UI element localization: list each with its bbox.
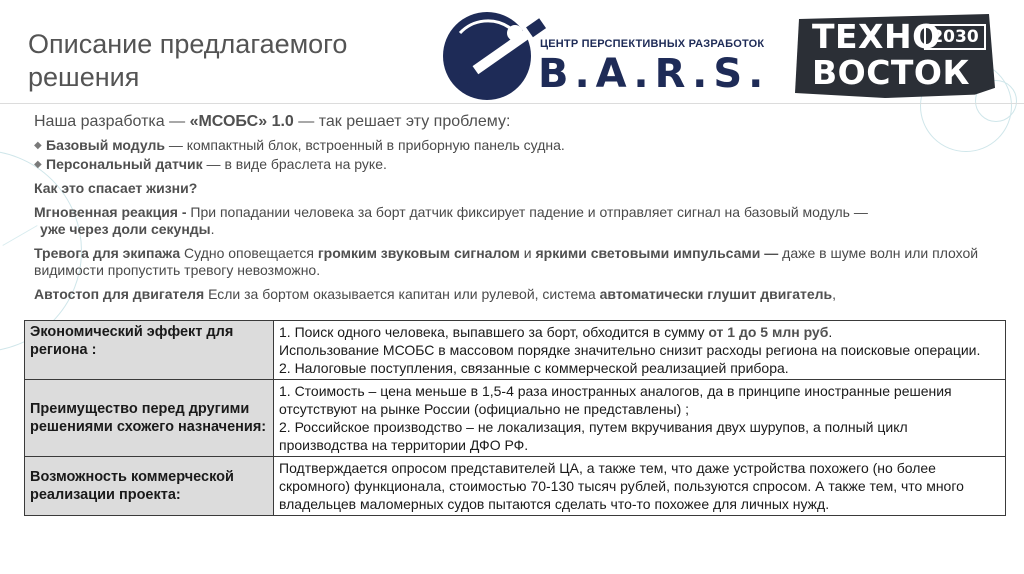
list-item — [34, 156, 1000, 173]
alarm-t2: и — [519, 245, 536, 261]
bullet-bold: Персональный датчик — [46, 156, 203, 172]
tehno-logo-year: 2030 — [924, 24, 986, 50]
intro-pre: Наша разработка — — [34, 113, 190, 130]
alarm-bold1: Тревога для экипажа — [34, 245, 181, 261]
row-label: Преимущество перед другими решениями схожего назначения: — [25, 380, 274, 457]
row-line: 2. Налоговые поступления, связанные с коммерческой реализацией прибора. — [279, 360, 789, 376]
autostop-bold2: автоматически глушит двигатель — [599, 286, 833, 302]
autostop-paragraph — [34, 286, 1000, 303]
row-line-text: 1. Поиск одного человека, выпавшего за борт, обходится в сумму — [279, 324, 709, 340]
row-line: 2. Российское производство – не локализация, путем вкручивания двух шурупов, а полный цикл производства на территории ДФО РФ. — [279, 419, 908, 453]
alarm-bold3: яркими световыми импульсами — — [535, 245, 779, 261]
row-value — [274, 321, 1006, 380]
table-row — [25, 321, 1006, 380]
bars-logo-subtitle: ЦЕНТР ПЕРСПЕКТИВНЫХ РАЗРАБОТОК — [540, 38, 765, 50]
question-text: Как это спасает жизни? — [34, 180, 198, 196]
row-value — [274, 380, 1006, 457]
list-item — [34, 137, 1000, 154]
tehno-logo-line2: ВОСТОК — [812, 53, 970, 92]
reaction-text: При попадании человека за борт датчик фиксирует падение и отправляет сигнал на базовый модуль — — [186, 204, 868, 220]
intro-product: «МСОБС» 1.0 — [189, 113, 294, 130]
row-label: Возможность коммерческой реализации проекта: — [25, 457, 274, 516]
alarm-t1: Судно оповещается — [180, 245, 318, 261]
alarm-bold2: громким звуковым сигналом — [317, 245, 520, 261]
diamond-bullet-icon: ◆ — [34, 159, 42, 170]
autostop-t2: , — [832, 286, 837, 302]
alarm-paragraph — [34, 245, 1000, 279]
page-title: Описание предлагаемого решения — [28, 29, 348, 92]
bullet-bold: Базовый модуль — [46, 137, 165, 153]
row-label: Экономический эффект для региона : — [25, 321, 274, 380]
row-line: Подтверждается опросом представителей ЦА, а также тем, что даже устройства похожего (но более скромного) функционала, стоимостью 70-130 тысяч рублей, пользуются спросом. А также тем, что много владельцев маломерных судов пытаются сделать что-то похожее для личных нужд. — [279, 460, 964, 512]
row-value — [274, 457, 1006, 516]
table-row — [25, 457, 1006, 516]
autostop-t1: Если за бортом оказывается капитан или рулевой, система — [204, 286, 600, 302]
row-line: Использование МСОБС в массовом порядке значительно снизит расходы региона на поисковые операции. — [279, 342, 981, 358]
table-row — [25, 380, 1006, 457]
bars-logo-name: B.A.R.S. — [538, 51, 770, 97]
alarm-t3: даже в шуме волн или плохой видимости пропустить тревогу невозможно. — [34, 245, 979, 278]
question-heading — [34, 180, 1000, 197]
row-line-bold: от 1 до 5 млн руб — [708, 324, 829, 340]
reaction-paragraph: Мгновенная реакция - При попадании человека за борт датчик фиксирует падение и отправляет сигнал на базовый модуль — уже через доли секунды. — [34, 204, 868, 237]
bullet-text: — компактный блок, встроенный в приборную панель судна. — [164, 137, 565, 153]
row-line — [279, 323, 1000, 341]
diamond-bullet-icon: ◆ — [34, 140, 42, 151]
content-body — [34, 112, 1000, 303]
info-table — [24, 320, 1006, 516]
intro-post: — так решает эту проблему: — [293, 113, 511, 130]
reaction-tail: уже через доли секунды — [40, 221, 211, 237]
row-line: 1. Стоимость – цена меньше в 1,5-4 раза иностранных аналогов, да в принципе иностранные решения отсутствуют на рынке России (официально не представлены) ; — [279, 383, 952, 417]
intro-line — [34, 112, 1000, 132]
tehno-logo-line1: ТЕХНО — [812, 17, 941, 56]
bullet-text: — в виде браслета на руке. — [202, 156, 387, 172]
reaction-bold: Мгновенная реакция - — [34, 204, 187, 220]
row-line-post: . — [828, 324, 833, 340]
autostop-bold1: Автостоп для двигателя — [34, 286, 205, 302]
